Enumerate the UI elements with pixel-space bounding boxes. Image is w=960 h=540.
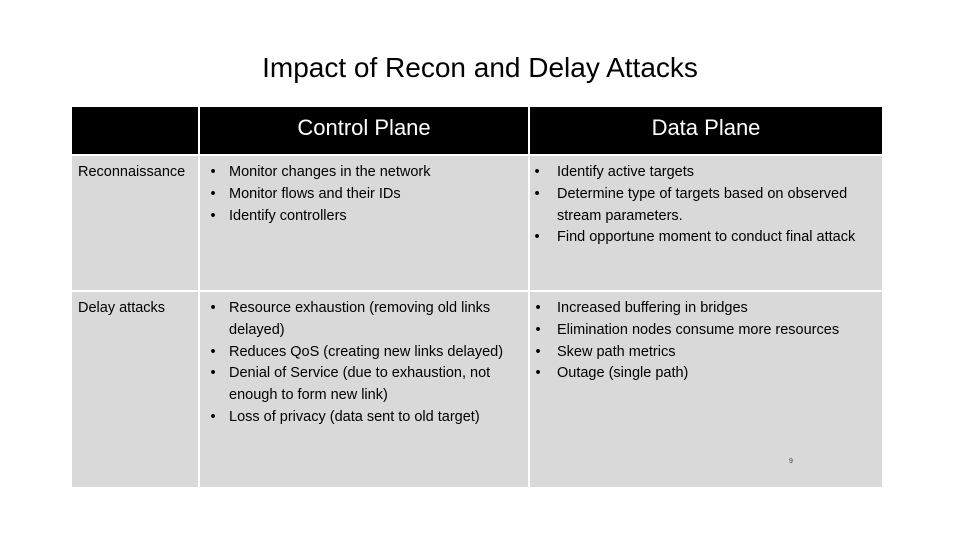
list-item: [200, 206, 524, 228]
list-item-text: Skew path metrics: [557, 343, 676, 360]
list-item-text: Identify active targets: [557, 164, 695, 180]
delay-data-plane-list: [530, 292, 882, 385]
list-item: [530, 184, 878, 228]
list-item-text: Find opportune moment to conduct final attack: [557, 229, 856, 246]
list-item-text: Increased buffering in bridges: [557, 300, 748, 316]
header-data-plane: Data Plane: [530, 107, 882, 156]
header-control-plane: Control Plane: [200, 107, 530, 156]
list-item-text: Monitor flows and their IDs: [229, 185, 401, 202]
list-item: [200, 184, 524, 206]
recon-control-plane-list: [200, 156, 528, 227]
delay-data-plane-cell: [530, 292, 882, 489]
list-item-text: Monitor changes in the network: [229, 164, 431, 180]
bullet-icon: •: [210, 343, 216, 360]
bullet-icon: •: [535, 300, 541, 316]
list-item: [200, 363, 524, 407]
recon-data-plane-list: [530, 156, 882, 249]
bullet-icon: •: [210, 300, 216, 316]
list-item: [200, 298, 524, 342]
list-item: [200, 162, 524, 184]
list-item-text: Outage (single path): [557, 365, 689, 382]
bullet-icon: •: [210, 185, 216, 202]
delay-control-plane-list: [200, 292, 528, 429]
list-item: [200, 342, 524, 364]
list-item: [530, 342, 878, 364]
list-item-text: Resource exhaustion (removing old links delayed): [229, 300, 491, 338]
list-item-text: Identify controllers: [229, 207, 347, 224]
row-label-delay-attacks: Delay attacks: [72, 292, 200, 489]
slide-title: Impact of Recon and Delay Attacks: [262, 52, 698, 83]
list-item: [530, 298, 878, 320]
list-item: [530, 227, 878, 249]
list-item-text: Determine type of targets based on observed stream parameters.: [557, 185, 848, 224]
bullet-icon: •: [534, 164, 540, 180]
bullet-icon: •: [210, 207, 216, 224]
list-item-text: Elimination nodes consume more resources: [557, 321, 840, 338]
list-item: [530, 320, 878, 342]
list-item-text: Reduces QoS (creating new links delayed): [229, 343, 504, 360]
row-label-reconnaissance: Reconnaissance: [72, 156, 200, 292]
list-item-text: Loss of privacy (data sent to old target): [229, 408, 480, 425]
impact-table: [72, 107, 882, 489]
bullet-icon: •: [210, 164, 216, 180]
bullet-icon: •: [534, 185, 540, 202]
bullet-icon: •: [534, 229, 540, 246]
bullet-icon: •: [535, 365, 541, 382]
delay-control-plane-cell: [200, 292, 530, 489]
list-item: [530, 363, 878, 385]
recon-control-plane-cell: [200, 156, 530, 292]
bullet-icon: •: [535, 343, 541, 360]
list-item-text: Denial of Service (due to exhaustion, not enough to form new link): [229, 365, 491, 404]
recon-data-plane-cell: [530, 156, 882, 292]
list-item: [200, 407, 524, 429]
bullet-icon: •: [535, 321, 541, 338]
list-item: [530, 162, 878, 184]
bullet-icon: •: [210, 365, 216, 382]
header-corner-cell: [72, 107, 200, 156]
page-number: 9: [789, 458, 793, 465]
bullet-icon: •: [210, 408, 216, 425]
